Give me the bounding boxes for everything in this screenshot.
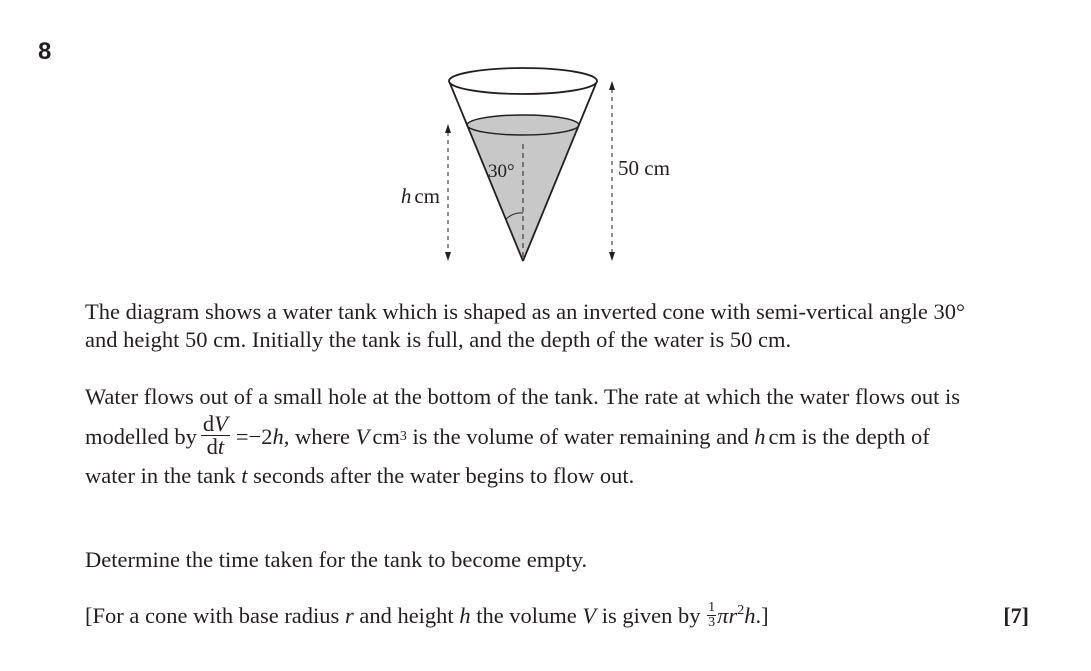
cm-unit: cm — [372, 424, 400, 449]
height-arrow-down — [609, 252, 615, 261]
h-label-var: h — [400, 184, 412, 208]
time-var: t — [241, 463, 248, 488]
flow-line-1: Water flows out of a small hole at the bottom of the tank. The rate at which the water flows out is — [85, 384, 961, 409]
flow-line-3-a: water in the tank — [85, 463, 236, 488]
h-label-unit: cm — [414, 184, 440, 208]
cone-diagram — [390, 62, 690, 272]
pi-symbol: π — [717, 603, 729, 628]
paragraph-description — [85, 298, 965, 354]
equation-rhs: =−2 — [235, 424, 273, 449]
flow-line-3-b: seconds after the water begins to flow out. — [253, 463, 635, 488]
flow-line-3 — [85, 462, 634, 490]
where-text: , where — [283, 424, 350, 449]
depth-description: cm is the depth of — [768, 424, 930, 449]
water-surface — [467, 115, 579, 135]
description-line-1: The diagram shows a water tank which is shaped as an inverted cone with semi-vertical angle 30° — [85, 299, 965, 324]
angle-label: 30° — [488, 161, 515, 182]
question-number: 8 — [38, 38, 52, 65]
task-instruction: Determine the time taken for the tank to become empty. — [85, 547, 588, 572]
h-label — [401, 184, 440, 208]
h-arrow-up — [445, 124, 451, 133]
volume-var: V — [355, 424, 370, 449]
dv-dt-fraction — [201, 410, 230, 459]
volume-description: is the volume of water remaining and — [412, 424, 749, 449]
height-arrow-up — [609, 81, 615, 90]
dv-dt-numerator: dV — [202, 410, 228, 436]
description-line-2: and height 50 cm. Initially the tank is full, and the depth of the water is 50 cm. — [85, 327, 792, 352]
h-arrow-down — [445, 252, 451, 261]
flow-line-2: modelled by $\frac{dV}{dt}$ =−2 h , where V cm 3 is the volume of water remaining and h cm is the depth of — [85, 410, 930, 459]
marks-label: [7] — [1003, 603, 1029, 628]
cone-rim — [449, 68, 597, 94]
height-label: 50 cm — [618, 156, 670, 180]
cone-volume-hint: [For a cone with base radius r and height h the volume V is given by $\frac{1}{3}$ $\pi r^2h$.] — [85, 600, 769, 631]
dv-dt-denominator: dt — [206, 433, 225, 459]
depth-var: h — [754, 424, 766, 449]
one-third-fraction: $\frac{1}{3}$ — [708, 600, 716, 631]
modelled-by-text: modelled by — [85, 424, 197, 449]
equation-var-h: h — [272, 424, 284, 449]
